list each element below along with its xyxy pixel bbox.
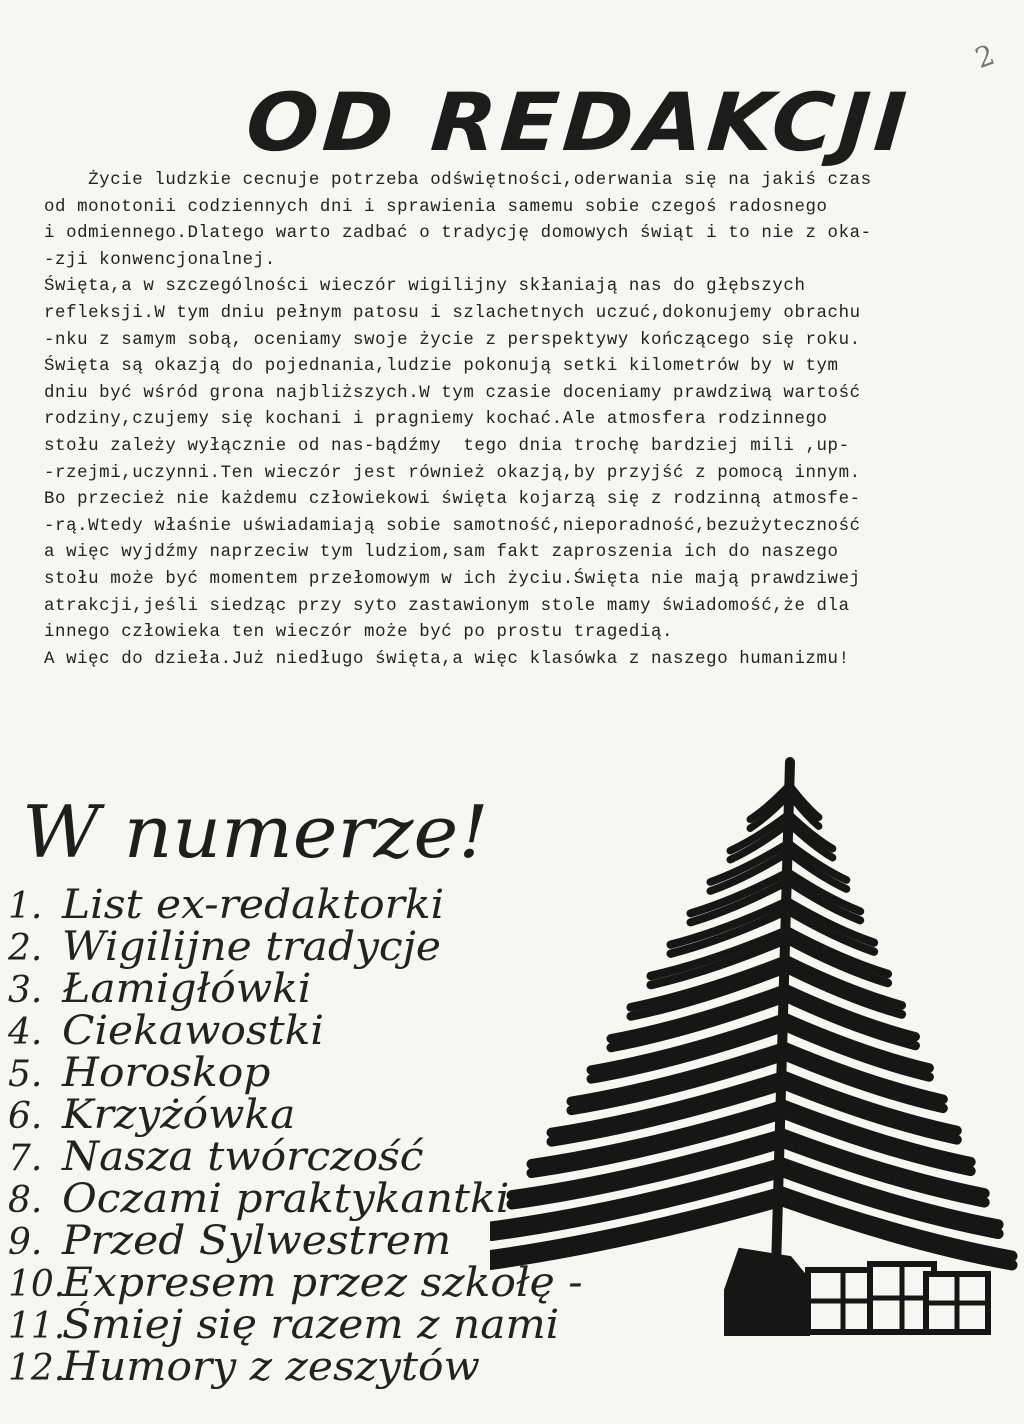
editorial-line: od monotonii codziennych dni i sprawienia samemu sobie czegoś radosnego (44, 197, 828, 217)
toc-item-number: 10. (8, 1264, 66, 1305)
editorial-line: dniu być wśród grona najbliższych.W tym czasie doceniamy prawdziwą wartość (44, 383, 861, 403)
toc-item-number: 5. (8, 1054, 43, 1095)
toc-item-label: Oczami praktykantki (62, 1176, 510, 1222)
toc-item-number: 6. (8, 1096, 43, 1137)
toc-item-label: Przed Sylwestrem (62, 1218, 452, 1264)
editorial-line: Bo przecież nie każdemu człowiekowi święta kojarzą się z rodzinną atmosfe- (44, 490, 861, 510)
toc-item (8, 1260, 583, 1306)
toc-item-number: 2. (8, 928, 43, 969)
page-title: OD REDAKCJI (243, 76, 914, 169)
toc-item-number: 8. (8, 1180, 43, 1221)
toc-item-label: Wigilijne tradycje (62, 924, 441, 970)
editorial-line: atrakcji,jeśli siedząc przy syto zastawionym stole mamy świadomość,że dla (44, 596, 850, 616)
toc-item-label: Ciekawostki (62, 1008, 324, 1054)
toc-item (8, 968, 553, 1010)
editorial-line: A więc do dzieła.Już niedługo święta,a więc klasówka z naszego humanizmu! (44, 649, 850, 669)
christmas-tree-icon (490, 750, 1024, 1370)
editorial-line: stołu może być momentem przełomowym w ich życiu.Święta nie mają prawdziwej (44, 569, 861, 589)
editorial-line: rodziny,czujemy się kochani i pragniemy kochać.Ale atmosfera rodzinnego (44, 410, 828, 430)
editorial-line: -zji konwencjonalnej. (44, 250, 276, 270)
editorial-line: refleksji.W tym dniu pełnym patosu i szlachetnych uczuć,dokonujemy obrachu (44, 303, 861, 323)
toc-item (8, 1010, 553, 1052)
toc-item (8, 1052, 553, 1094)
toc-item (8, 1220, 553, 1262)
editorial-line: a więc wyjdźmy naprzeciw tym ludziom,sam fakt zaproszenia ich do naszego (44, 543, 839, 563)
page-number-mark: 2 (971, 37, 1000, 76)
editorial-line: Święta są okazją do pojednania,ludzie pokonują setki kilometrów by w tym (44, 357, 839, 377)
editorial-line: innego człowieka ten wieczór może być po prostu tragedią. (44, 623, 674, 643)
editorial-line: Święta,a w szczególności wieczór wigilijny skłaniają nas do głębszych (44, 277, 806, 297)
toc-item-label: Łamigłówki (62, 966, 312, 1012)
table-of-contents (8, 882, 583, 1390)
toc-item (8, 1178, 553, 1220)
toc-item-label: Humory z zeszytów (62, 1344, 480, 1390)
toc-heading: W numerze! (22, 790, 489, 874)
toc-item (8, 1136, 553, 1178)
editorial-line: -rą.Wtedy właśnie uświadamiają sobie samotność,nieporadność,bezużyteczność (44, 516, 861, 536)
toc-item-label: Horoskop (62, 1050, 271, 1096)
toc-item (8, 926, 553, 968)
gift-box-dark-icon (726, 1250, 808, 1334)
toc-item-number: 1. (8, 886, 43, 927)
toc-item-number: 12. (8, 1348, 66, 1389)
toc-item-label: List ex-redaktorki (62, 882, 445, 928)
toc-item-label: Expresem przez szkołę - (62, 1260, 583, 1306)
editorial-line: i odmiennego.Dlatego warto zadbać o tradycję domowych świąt i to nie z oka- (44, 224, 872, 244)
toc-item-number: 7. (8, 1138, 43, 1179)
toc-item (8, 1094, 553, 1136)
editorial-line: -nku z samym sobą, oceniamy swoje życie z perspektywy kończącego się roku. (44, 330, 861, 350)
toc-item-label: Krzyżówka (62, 1092, 296, 1138)
editorial-line: -rzejmi,uczynni.Ten wieczór jest również okazją,by przyjść z pomocą innym. (44, 463, 861, 483)
editorial-text (44, 168, 1024, 673)
editorial-line: stołu zależy wyłącznie od nas-bądźmy tego dnia trochę bardziej mili ,up- (44, 436, 850, 456)
toc-item-number: 11. (8, 1306, 66, 1347)
toc-item-label: Śmiej się razem z nami (62, 1302, 560, 1348)
toc-item (8, 1302, 560, 1348)
toc-item-number: 3. (8, 970, 43, 1011)
toc-item-number: 4. (8, 1012, 43, 1053)
editorial-line: Życie ludzkie cecnuje potrzeba odświętności,oderwania się na jakiś czas (44, 171, 872, 190)
toc-item (8, 1346, 553, 1388)
toc-item (8, 884, 553, 926)
toc-item-label: Nasza twórczość (62, 1134, 424, 1180)
toc-item-number: 9. (8, 1222, 43, 1263)
